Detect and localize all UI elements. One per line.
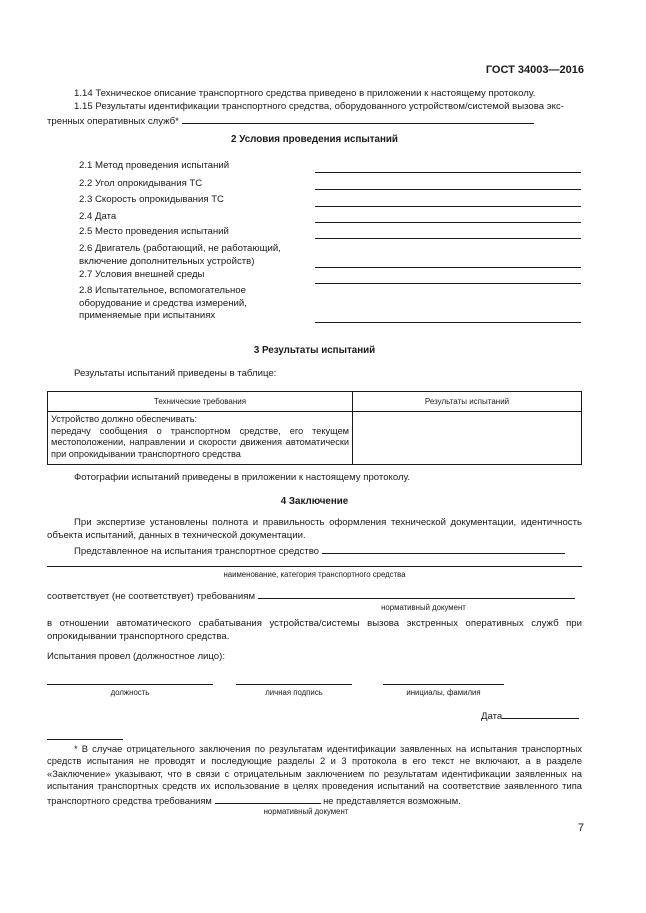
footnote-text-a: * В случае отрицательного заключения по результатам идентификации заявленных на испытания транспортных средств испытания не проводят и последующие разделы 2 и 3 протокола в его текст не включают, а в разделе «Заключение» указывают, что в связи с отрицательным заключением по результатам идентификации заявленных на испытания транспортных средств их использование в целях проведения испытаний на соответствие заявленного типа транспортного средства требованиям [47,743,582,806]
signature-name-line[interactable] [383,684,504,685]
conclusion-para1: При экспертизе установлены полнота и правильность оформления технической документации, идентичность объекта испытаний, данных в технической документации. [47,517,582,541]
signature-position-line[interactable] [47,684,213,685]
date-blank[interactable] [502,708,579,719]
complies-blank[interactable] [258,588,575,599]
photos-note-block [47,472,582,485]
header-test-results: Результаты испытаний [353,392,582,412]
vehicle-name-line[interactable] [47,566,582,567]
signature-sign-line[interactable] [236,684,352,685]
presented-vehicle-blank[interactable] [322,543,565,554]
conclusion-para1-block [47,517,582,542]
condition-line-2-8 [315,322,581,323]
footnote-text-b: не представляется возможным. [323,794,461,806]
date-label: Дата [481,711,503,722]
requirement-body: передачу сообщения о транспортном средстве, его текущем местоположении, направлении и скорости движения автоматически при опрокидывании транспортного средства [51,425,349,459]
item-1-15-line2 [47,113,582,129]
item-1-15-text: тренных оперативных служб* [47,116,179,127]
item-1-15-blank-line [182,113,534,124]
condition-line-2-5 [315,238,581,239]
label-position: должность [110,688,150,697]
regarding-text: в отношении автоматического срабатывания устройства/системы вызова экстренных оперативных служб при опрокидывании транспортного средства. [47,618,582,642]
photos-note: Фотографии испытаний приведены в приложении к настоящему протоколу. [74,472,411,483]
regarding-block [47,618,582,643]
section-4-title: 4 Заключение [280,496,349,507]
results-intro-block [47,368,582,381]
condition-line-2-1 [315,172,581,173]
label-initials: инициалы, фамилия [406,688,481,697]
label-name-category: наименование, категория транспортного средства [223,570,406,579]
condition-line-2-6 [315,267,581,268]
condition-row-2-8: 2.8 Испытательное, вспомогательное оборудование и средства измерений, применяемые при испытаниях [79,285,247,321]
complies-text: соответствует (не соответствует) требованиям [47,591,256,602]
conducted-by: Испытания провел (должностное лицо): [47,651,225,662]
date-row [481,708,582,724]
footnote-label-normative: нормативный документ [263,807,349,816]
document-code: ГОСТ 34003—2016 [485,64,584,76]
results-intro: Результаты испытаний приведены в таблице: [74,368,277,379]
conducted-by-block [47,651,582,664]
label-signature: личная подпись [265,688,323,697]
requirement-cell [48,412,353,465]
footnote-text [47,743,582,807]
section-2-title: 2 Условия проведения испытаний [231,134,398,145]
results-table [47,391,582,465]
condition-row-2-2: 2.2 Угол опрокидывания ТС [79,178,203,189]
condition-line-2-7 [315,283,581,284]
footnote-rule [47,739,123,740]
condition-row-2-6: 2.6 Двигатель (работающий, не работающий, включение дополнительных устройств) [79,243,281,267]
condition-row-2-1: 2.1 Метод проведения испытаний [79,160,230,171]
section-3-title: 3 Результаты испытаний [253,345,376,356]
presented-vehicle-row [47,543,582,559]
label-normative-document: нормативный документ [381,603,466,612]
footnote-blank[interactable] [215,793,321,804]
condition-row-2-5: 2.5 Место проведения испытаний [79,226,229,237]
page-number: 7 [577,822,584,834]
table-row [48,412,582,465]
item-1-15-line1: 1.15 Результаты идентификации транспортного средства, оборудованного устройством/системой вызова экс- [74,100,564,112]
condition-line-2-2 [315,189,581,190]
item-1-14: 1.14 Техническое описание транспортного средства приведено в приложении к настоящему протоколу. [74,88,536,99]
condition-row-2-4: 2.4 Дата [79,211,117,222]
header-technical-requirements: Технические требования [48,392,353,412]
condition-row-2-7: 2.7 Условия внешней среды [79,269,205,280]
presented-vehicle-line [47,543,582,559]
footnote [47,743,582,807]
presented-vehicle-text: Представленное на испытания транспортное средство [74,546,320,557]
result-cell[interactable] [353,412,582,465]
item-1-14-block [47,88,582,129]
requirement-line1: Устройство должно обеспечивать: [51,414,198,424]
results-table-header-row [48,392,582,412]
condition-row-2-3: 2.3 Скорость опрокидывания ТС [79,194,224,205]
condition-line-2-3 [315,206,581,207]
condition-line-2-4 [315,222,581,223]
